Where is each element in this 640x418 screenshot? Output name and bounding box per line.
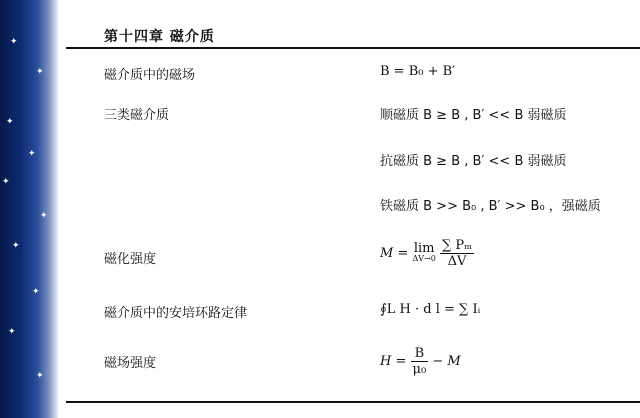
limit-word: lim [413,240,435,256]
decorative-starfield-sidebar [0,0,58,418]
formula-lhs: H = [380,354,407,369]
star-icon: ✦ [2,177,10,187]
top-divider [66,47,640,49]
fraction-numerator: B [411,346,429,362]
fraction [440,238,474,269]
star-icon: ✦ [10,37,18,47]
fraction-numerator: ∑ Pₘ [441,238,473,253]
row-formula [380,238,474,269]
chapter-title: 第十四章 磁介质 [104,29,215,45]
star-icon: ✦ [8,327,16,337]
star-icon: ✦ [6,117,14,127]
star-icon: ✦ [36,371,44,381]
row-label: 磁场强度 [104,356,157,371]
star-icon: ✦ [12,241,20,251]
limit-subscript: ΔV→0 [412,253,436,263]
star-icon: ✦ [36,67,44,77]
formula-tail: − M [432,354,461,369]
row-formula: 抗磁质 B ≥ B , B′ << B 弱磁质 [380,154,567,169]
row-formula [380,346,461,377]
fraction-denominator: μ₀ [412,362,427,377]
row-label: 磁化强度 [104,252,157,267]
row-formula: ∮L H · d l = ∑ Iᵢ [380,302,481,317]
formula-lhs: M = [380,246,409,261]
row-formula: 铁磁质 B >> B₀ , B′ >> B₀ ，强磁质 [380,199,601,214]
row-label: 三类磁介质 [104,108,170,123]
bottom-divider [66,401,640,403]
fraction [411,346,429,377]
limit-operator [412,240,436,264]
row-formula: B = B₀ + B′ [380,64,456,79]
star-icon: ✦ [32,287,40,297]
fraction-denominator: ΔV [447,254,467,269]
star-icon: ✦ [40,211,48,221]
row-label: 磁介质中的安培环路定律 [104,306,248,321]
row-label: 磁介质中的磁场 [104,68,196,83]
star-icon: ✦ [28,149,36,159]
row-formula: 顺磁质 B ≥ B , B′ << B 弱磁质 [380,108,567,123]
